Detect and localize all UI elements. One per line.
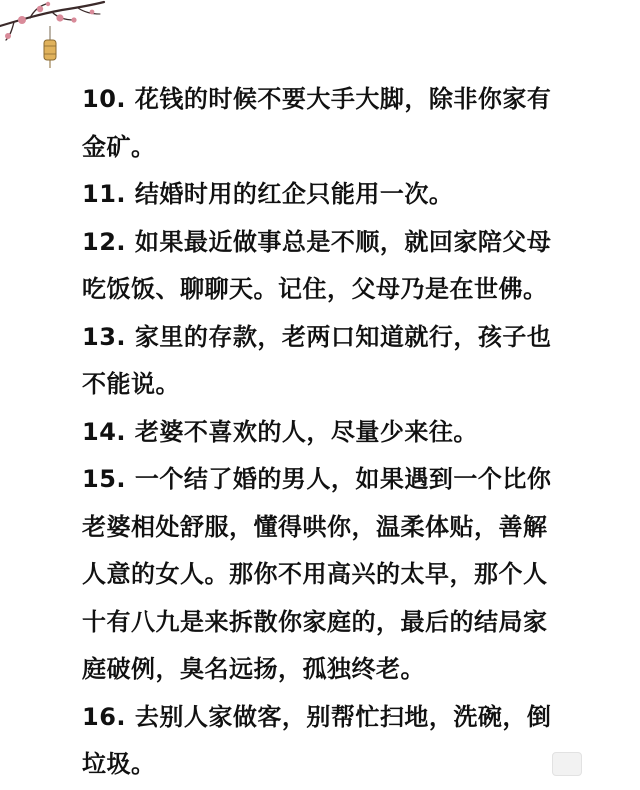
- watermark-badge: [552, 752, 582, 776]
- plum-blossom-branch-decoration: [0, 0, 110, 80]
- list-item: [82, 314, 582, 409]
- text-line: 吃饭饭、聊聊天。记住，父母乃是在世佛。: [82, 275, 548, 303]
- list-item: [82, 694, 582, 789]
- text-line: 12. 如果最近做事总是不顺，就回家陪父母: [82, 227, 552, 256]
- text-line: 垃圾。: [82, 750, 156, 778]
- text-line: 15. 一个结了婚的男人，如果遇到一个比你: [82, 465, 552, 493]
- lantern-icon: [44, 26, 56, 68]
- text-line: 不能说。: [82, 370, 180, 398]
- branch-icon: [0, 2, 104, 40]
- text-line: 十有八九是来拆散你家庭的，最后的结局家: [82, 607, 548, 636]
- text-line: 金矿。: [82, 132, 156, 161]
- list-item: [82, 219, 582, 314]
- text-line: 14. 老婆不喜欢的人，尽量少来往。: [82, 417, 478, 446]
- text-line: 庭破例，臭名远扬，孤独终老。: [82, 655, 425, 683]
- text-line: 10. 花钱的时候不要大手大脚，除非你家有: [82, 85, 552, 113]
- text-line: 人意的女人。那你不用高兴的太早，那个人: [82, 560, 548, 588]
- text-line: 13. 家里的存款，老两口知道就行，孩子也: [82, 322, 552, 351]
- text-line: 16. 去别人家做客，别帮忙扫地，洗碗，倒: [82, 702, 552, 731]
- text-list: [82, 76, 582, 789]
- list-item: [82, 409, 582, 457]
- text-line: 老婆相处舒服，懂得哄你，温柔体贴，善解: [82, 512, 548, 541]
- list-item: [82, 456, 582, 694]
- list-item: [82, 76, 582, 171]
- list-item: [82, 171, 582, 219]
- text-line: 11. 结婚时用的红企只能用一次。: [82, 180, 454, 208]
